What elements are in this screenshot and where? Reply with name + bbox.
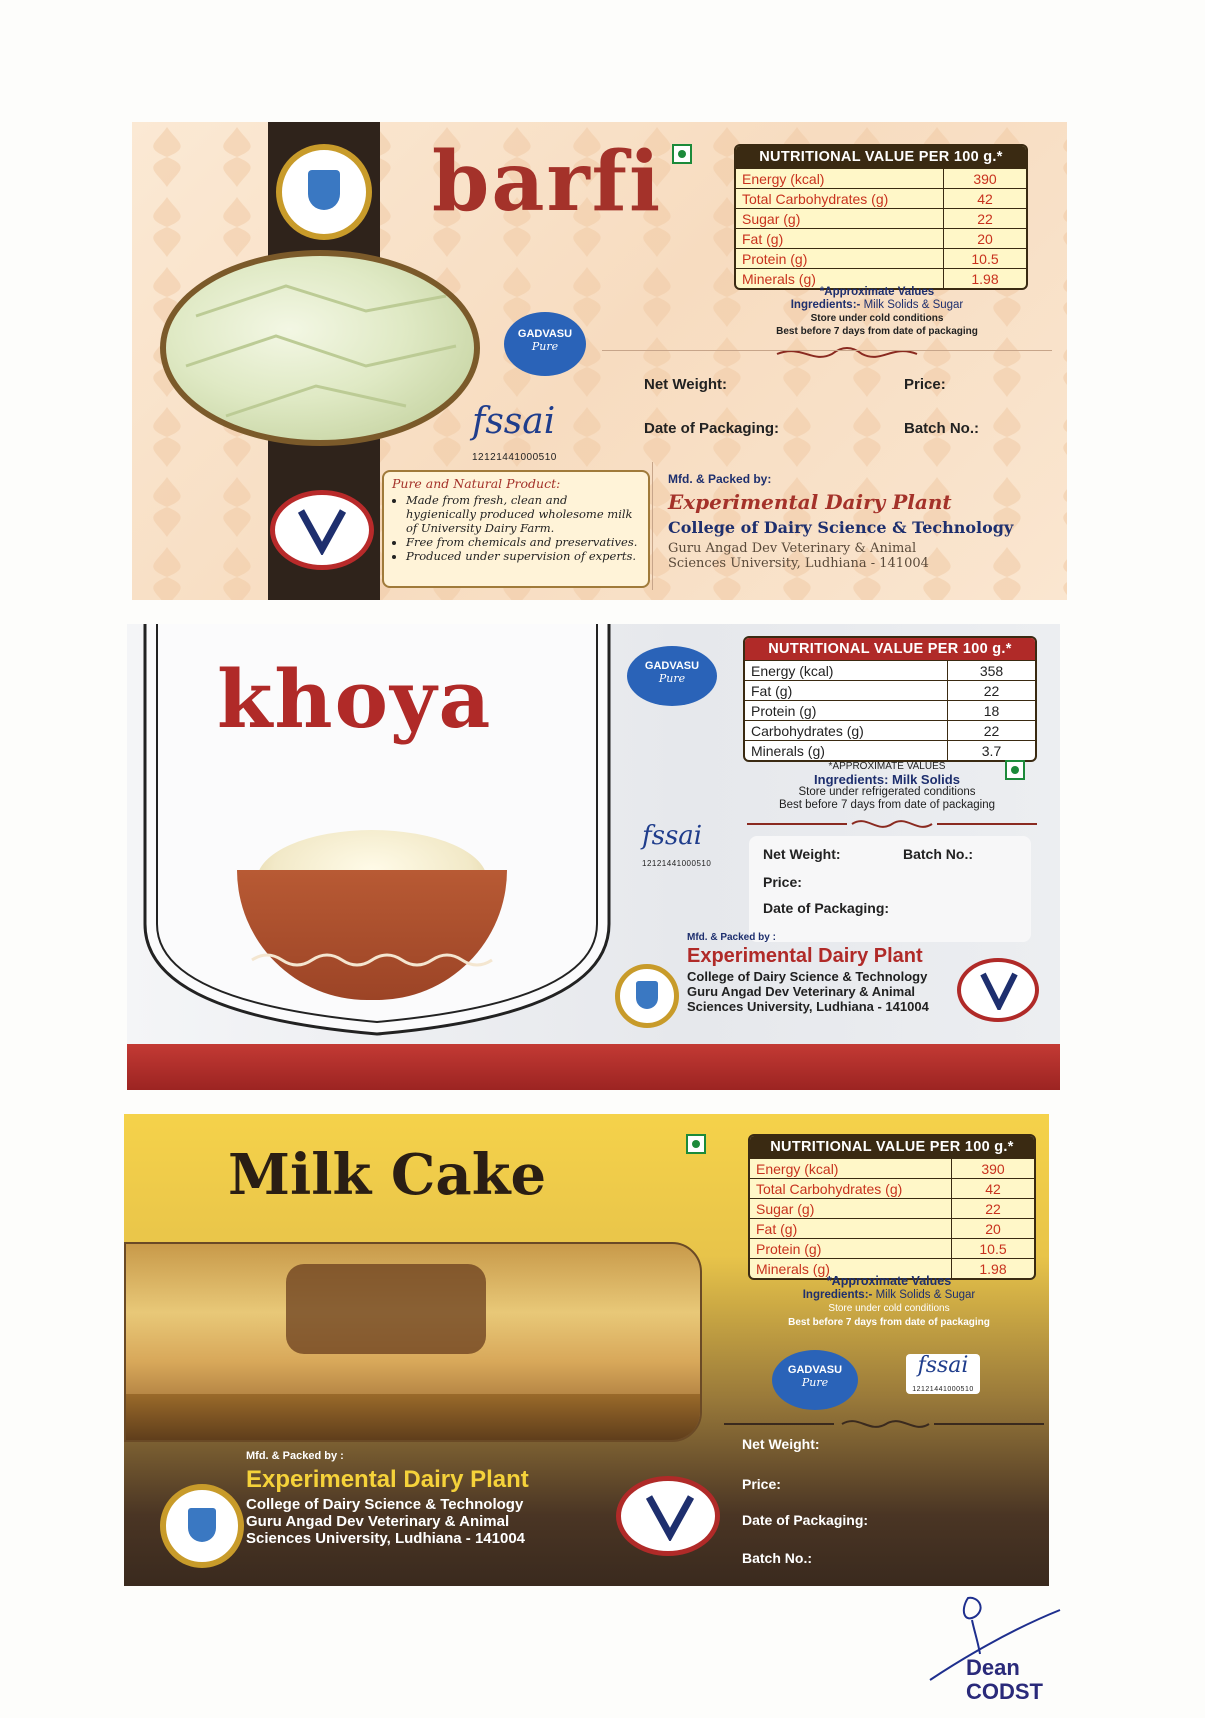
- pure-natural-list: [392, 493, 640, 563]
- net-weight-field: Net Weight:: [644, 376, 728, 393]
- university-line2: Sciences University, Ludhiana - 141004: [687, 999, 929, 1014]
- date-packaging-field: Date of Packaging:: [763, 900, 890, 916]
- batch-field: Batch No.:: [903, 846, 973, 862]
- price-field: Price:: [742, 1476, 781, 1492]
- college-seal-icon: [276, 144, 372, 240]
- signature-line2: CODST: [966, 1679, 1043, 1704]
- flourish-icon: [747, 814, 1037, 834]
- product-notes: [744, 1274, 1034, 1330]
- nutrient-name: Carbohydrates (g): [745, 721, 948, 741]
- pure-natural-title: Pure and Natural Product:: [392, 476, 561, 491]
- flourish-icon: [772, 344, 922, 364]
- nutrition-row: [745, 661, 1035, 681]
- nutrient-name: Energy (kcal): [750, 1159, 952, 1179]
- nutrient-value: 42: [952, 1179, 1035, 1199]
- nutrition-row: [745, 681, 1035, 701]
- product-title: khoya: [217, 652, 493, 746]
- nutrition-rows: [745, 660, 1035, 760]
- nutrition-row: [745, 701, 1035, 721]
- manufacturer-block: [668, 472, 1058, 571]
- nutrient-name: Minerals (g): [736, 269, 944, 289]
- nutrition-row: [750, 1199, 1034, 1219]
- manufacturer-block: [246, 1450, 606, 1547]
- college-name: College of Dairy Science & Technology: [687, 969, 928, 984]
- ingredients: Ingredients:- Milk Solids & Sugar: [802, 1289, 976, 1301]
- veg-mark-icon: [686, 1134, 706, 1154]
- nutrient-name: Minerals (g): [745, 741, 948, 761]
- university-seal-icon: [957, 958, 1039, 1022]
- fssai-logo: fssai 12121441000510: [472, 401, 557, 463]
- gadvasu-logo-icon: GADVASU Pure: [627, 646, 717, 706]
- nutrition-header: NUTRITIONAL VALUE PER 100 g.*: [745, 638, 1035, 660]
- nutrition-rows: [736, 168, 1026, 288]
- nutrition-table: [743, 636, 1037, 762]
- nutrient-value: 20: [944, 229, 1027, 249]
- university-line2: Sciences University, Ludhiana - 141004: [246, 1530, 526, 1547]
- product-notes: [732, 286, 1022, 338]
- nutrient-value: 1.98: [952, 1259, 1035, 1279]
- college-seal-icon: [160, 1484, 244, 1568]
- khoya-label: [127, 624, 1060, 1090]
- flourish-icon: [724, 1414, 1044, 1434]
- signature-stamp: [966, 1656, 1043, 1704]
- nutrient-value: 390: [944, 169, 1027, 189]
- nutrient-value: 20: [952, 1219, 1035, 1239]
- nutrient-value: 10.5: [952, 1239, 1035, 1259]
- best-before-note: Best before 7 days from date of packaging: [788, 1317, 990, 1328]
- gadvasu-logo-icon: GADVASU Pure: [772, 1350, 858, 1410]
- net-weight-field: Net Weight:: [742, 1436, 820, 1452]
- nutrition-row: [736, 249, 1026, 269]
- nutrient-name: Protein (g): [750, 1239, 952, 1259]
- nutrition-row: [736, 189, 1026, 209]
- price-field: Price:: [904, 376, 946, 393]
- nutrient-value: 390: [952, 1159, 1035, 1179]
- college-name: College of Dairy Science & Technology: [246, 1496, 524, 1513]
- milkcake-photo: [124, 1242, 702, 1442]
- nutrition-rows: [750, 1158, 1034, 1278]
- storage-note: Store under cold conditions: [810, 313, 944, 324]
- fssai-logo: fssai 12121441000510: [642, 821, 712, 868]
- bullet-item: • Free from chemicals and preservatives.: [406, 535, 640, 549]
- nutrition-row: [750, 1159, 1034, 1179]
- nutrient-value: 18: [948, 701, 1036, 721]
- veg-mark-icon: [672, 144, 692, 164]
- nutrient-value: 22: [944, 209, 1027, 229]
- date-packaging-field: Date of Packaging:: [742, 1512, 869, 1528]
- date-packaging-field: Date of Packaging:: [644, 420, 780, 437]
- nutrition-row: [736, 169, 1026, 189]
- batch-field: Batch No.:: [742, 1550, 812, 1566]
- pure-natural-box: [382, 470, 650, 588]
- nutrition-row: [745, 721, 1035, 741]
- nutrient-value: 358: [948, 661, 1036, 681]
- plant-name: Experimental Dairy Plant: [687, 945, 923, 967]
- university-seal-icon: [270, 490, 374, 570]
- nutrient-value: 22: [948, 681, 1036, 701]
- nutrient-name: Total Carbohydrates (g): [750, 1179, 952, 1199]
- approx-note: *Approximate Values: [819, 286, 935, 298]
- approx-note: *Approximate Values: [826, 1274, 952, 1288]
- nutrient-value: 42: [944, 189, 1027, 209]
- nutrition-table: [734, 144, 1028, 290]
- nutrient-name: Fat (g): [750, 1219, 952, 1239]
- storage-note: Store under cold conditions: [828, 1303, 950, 1314]
- plant-name: Experimental Dairy Plant: [668, 490, 952, 514]
- nutrition-header: NUTRITIONAL VALUE PER 100 g.*: [750, 1136, 1034, 1158]
- storage-note: Store under refrigerated conditions: [798, 786, 976, 798]
- approx-note: *APPROXIMATE VALUES: [828, 761, 946, 772]
- batch-field: Batch No.:: [904, 420, 979, 437]
- price-field: Price:: [763, 874, 802, 890]
- mfd-label: Mfd. & Packed by :: [246, 1450, 344, 1462]
- product-title: Milk Cake: [228, 1142, 547, 1208]
- bullet-item: • Made from fresh, clean and hygienically produced wholesome milk of University Dairy Farm.: [406, 493, 640, 535]
- nutrient-name: Sugar (g): [750, 1199, 952, 1219]
- veg-mark-icon: [1005, 760, 1025, 780]
- net-weight-field: Net Weight:: [763, 846, 841, 862]
- signature-line1: Dean: [966, 1655, 1020, 1680]
- nutrition-table: [748, 1134, 1036, 1280]
- ingredients: Ingredients:- Milk Solids & Sugar: [790, 299, 964, 311]
- nutrition-header: NUTRITIONAL VALUE PER 100 g.*: [736, 146, 1026, 168]
- university-line1: Guru Angad Dev Veterinary & Animal: [668, 541, 917, 556]
- university-line1: Guru Angad Dev Veterinary & Animal: [246, 1513, 510, 1530]
- nutrient-name: Sugar (g): [736, 209, 944, 229]
- best-before-note: Best before 7 days from date of packaging: [778, 799, 996, 811]
- fssai-logo: fssai 12121441000510: [906, 1354, 980, 1394]
- bullet-item: • Produced under supervision of experts.: [406, 549, 640, 563]
- nutrient-name: Protein (g): [736, 249, 944, 269]
- nutrient-value: 22: [948, 721, 1036, 741]
- mfd-label: Mfd. & Packed by:: [668, 472, 772, 486]
- nutrient-name: Fat (g): [745, 681, 948, 701]
- nutrient-name: Minerals (g): [750, 1259, 952, 1279]
- university-line2: Sciences University, Ludhiana - 141004: [668, 556, 929, 571]
- nutrient-name: Total Carbohydrates (g): [736, 189, 944, 209]
- product-notes: [737, 760, 1037, 812]
- nutrient-name: Protein (g): [745, 701, 948, 721]
- best-before-note: Best before 7 days from date of packaging: [776, 326, 978, 337]
- college-name: College of Dairy Science & Technology: [668, 518, 1014, 537]
- nutrient-name: Energy (kcal): [745, 661, 948, 681]
- plant-name: Experimental Dairy Plant: [246, 1466, 529, 1493]
- barfi-label: [132, 122, 1067, 600]
- nutrition-row: [750, 1219, 1034, 1239]
- nutrient-name: Fat (g): [736, 229, 944, 249]
- nutrient-value: 10.5: [944, 249, 1027, 269]
- nutrient-name: Energy (kcal): [736, 169, 944, 189]
- milkcake-label: [124, 1114, 1049, 1586]
- university-seal-icon: [616, 1476, 720, 1556]
- ingredients: Ingredients: Milk Solids: [814, 772, 960, 787]
- nutrition-row: [750, 1179, 1034, 1199]
- red-band: [127, 1044, 1060, 1090]
- barfi-photo: [160, 250, 480, 446]
- mfd-label: Mfd. & Packed by :: [687, 932, 776, 943]
- college-seal-icon: [615, 964, 679, 1028]
- university-line1: Guru Angad Dev Veterinary & Animal: [687, 984, 916, 999]
- gadvasu-logo-icon: GADVASU Pure: [504, 312, 586, 376]
- nutrition-row: [736, 229, 1026, 249]
- nutrition-row: [750, 1239, 1034, 1259]
- khoya-bowl-photo: [237, 800, 507, 1000]
- nutrient-value: 1.98: [944, 269, 1027, 289]
- product-title: barfi: [432, 134, 663, 230]
- nutrient-value: 3.7: [948, 741, 1036, 761]
- nutrition-row: [745, 741, 1035, 761]
- nutrient-value: 22: [952, 1199, 1035, 1219]
- nutrition-row: [736, 209, 1026, 229]
